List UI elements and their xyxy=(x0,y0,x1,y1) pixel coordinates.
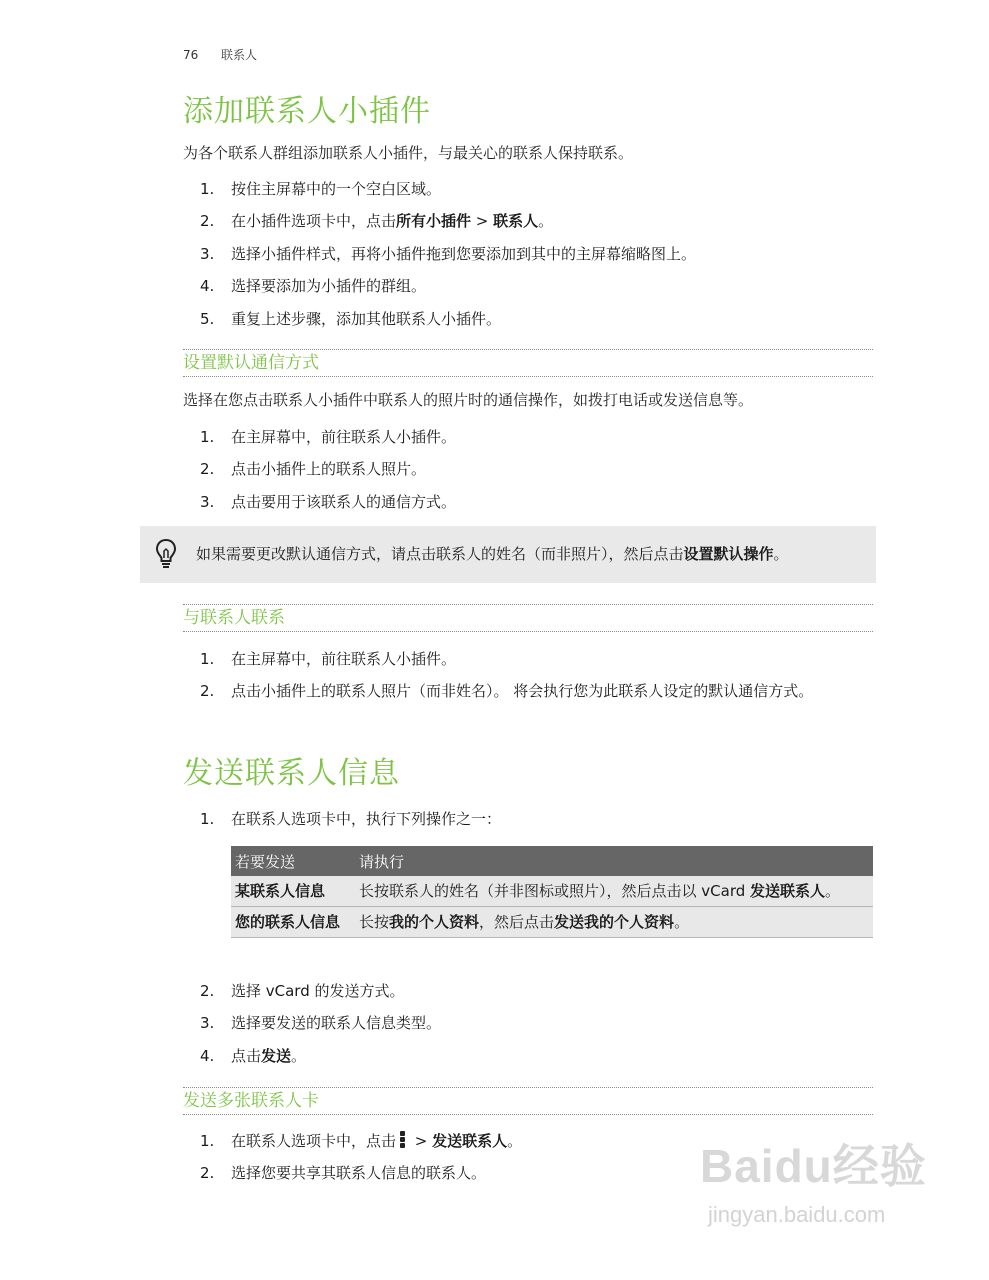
list-item: 4. 选择要添加为小插件的群组。 xyxy=(200,277,427,296)
table-header: 若要发送 xyxy=(231,846,355,876)
list-item: 3. 选择要发送的联系人信息类型。 xyxy=(200,1014,442,1033)
watermark xyxy=(700,1130,940,1240)
watermark-url: jingyan.baidu.com xyxy=(708,1202,886,1227)
menu-icon xyxy=(400,1131,406,1149)
subsection-title-default-comm: 设置默认通信方式 xyxy=(183,349,873,377)
subsection-title-send-multiple: 发送多张联系人卡 xyxy=(183,1087,873,1115)
section-title-send-contact: 发送联系人信息 xyxy=(183,756,400,791)
section-intro: 为各个联系人群组添加联系人小插件，与最关心的联系人保持联系。 xyxy=(183,144,634,162)
table-row xyxy=(231,907,873,938)
list-item: 3. 选择小插件样式，再将小插件拖到您要添加到其中的主屏幕缩略图上。 xyxy=(200,244,697,263)
steps-send-1 xyxy=(200,808,501,840)
table-header: 请执行 xyxy=(355,846,873,876)
list-item: 5. 重复上述步骤，添加其他联系人小插件。 xyxy=(200,309,502,328)
list-item: 2. 选择 vCard 的发送方式。 xyxy=(200,982,405,1000)
list-item: 2. 点击小插件上的联系人照片。 xyxy=(200,460,427,479)
table-cell: 某联系人信息 xyxy=(231,876,355,907)
tip-text: 如果需要更改默认通信方式，请点击联系人的姓名（而非照片），然后点击设置默认操作。 xyxy=(196,545,789,563)
list-item: 1. 在主屏幕中，前往联系人小插件。 xyxy=(200,428,457,446)
list-item: 1. 在主屏幕中，前往联系人小插件。 xyxy=(200,650,457,668)
tip-box xyxy=(140,526,876,583)
list-item: 1. 在联系人选项卡中，执行下列操作之一： xyxy=(200,810,502,828)
steps-send-multiple xyxy=(200,1130,522,1195)
lightbulb-icon xyxy=(154,537,178,575)
send-options-table xyxy=(231,846,873,938)
chapter-name: 联系人 xyxy=(221,48,258,62)
subsection-title-contact: 与联系人联系 xyxy=(183,604,873,632)
steps-contact xyxy=(200,648,813,713)
steps-send-2 xyxy=(200,980,441,1077)
list-item: 1. 按住主屏幕中的一个空白区域。 xyxy=(200,180,442,198)
list-item: 1. 在联系人选项卡中，点击 > 发送联系人。 xyxy=(200,1132,523,1150)
table-row xyxy=(231,876,873,907)
table-header-row xyxy=(231,846,873,876)
list-item: 4. 点击发送。 xyxy=(200,1046,307,1065)
page-header xyxy=(183,46,257,63)
list-item: 2. 选择您要共享其联系人信息的联系人。 xyxy=(200,1164,487,1183)
table-cell: 长按联系人的姓名（并非图标或照片），然后点击以 vCard 发送联系人。 xyxy=(355,876,873,907)
steps-default-comm xyxy=(200,426,456,523)
table-cell: 长按我的个人资料，然后点击发送我的个人资料。 xyxy=(355,907,873,938)
table-cell: 您的联系人信息 xyxy=(231,907,355,938)
steps-add-widget xyxy=(200,178,696,340)
list-item: 3. 点击要用于该联系人的通信方式。 xyxy=(200,492,457,511)
section-title-add-widget: 添加联系人小插件 xyxy=(183,94,431,129)
subsection-intro: 选择在您点击联系人小插件中联系人的照片时的通信操作，如拨打电话或发送信息等。 xyxy=(183,391,754,409)
list-item: 2. 在小插件选项卡中，点击所有小插件 > 联系人。 xyxy=(200,212,554,231)
page-number: 76 xyxy=(183,48,199,62)
list-item: 2. 点击小插件上的联系人照片（而非姓名）。 将会执行您为此联系人设定的默认通信方式。 xyxy=(200,682,814,701)
watermark-logo: Baidu经验 xyxy=(700,1140,927,1192)
